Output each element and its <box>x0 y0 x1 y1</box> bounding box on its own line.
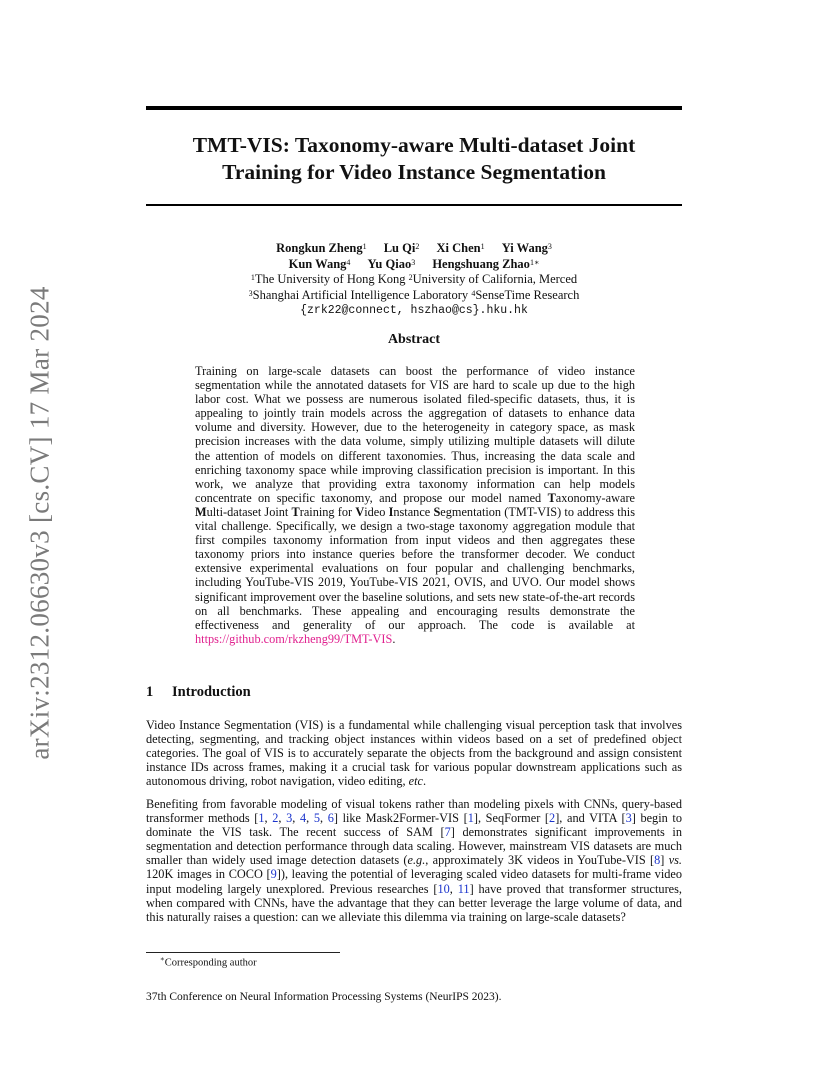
author: Xi Chen$^1$ <box>436 241 485 255</box>
title-top-rule <box>146 106 682 110</box>
footnote-rule <box>146 952 340 953</box>
abstract-text: Training on large-scale datasets can boost the performance of video instance segmentation while the annotated datasets for VIS are hard to scale up due to the high labor cost. What we possess are numerous isolated filed-specific datasets, thus, it is appealing to jointly train models across the aggregation of datasets to enhance data volume and diversity. However, due to the heterogeneity in category space, as mask precision increases with the data volume, simply utilizing multiple datasets will dilute the attention of models on different taxonomies. Thus, increasing the data scale and enriching taxonomy space while improving classification precision is important. In this work, we analyze that providing extra taxonomy information can help models concentrate on specific taxonomy, and propose our model named Taxonomy-aware Multi-dataset Joint Training for Video Instance Segmentation (TMT-VIS) to address this vital challenge. Specifically, we design a two-stage taxonomy aggregation module that first compiles taxonomy information from input videos and then aggregates these taxonomy priors into instance queries before the transformer decoder. We conduct extensive experimental evaluations on four popular and challenging benchmarks, including YouTube-VIS 2019, YouTube-VIS 2021, OVIS, and UVO. Our model shows significant improvement over the baseline solutions, and sets new state-of-the-art records on all benchmarks. These appealing and encouraging results demonstrate the effectiveness and generality of our approach. The code is available at https://github.com/rkzheng99/TMT-VIS. <box>195 364 636 646</box>
affiliation-row-2: $^3$Shanghai Artificial Intelligence Laboratory $^4$SenseTime Research <box>248 287 580 302</box>
citation-link[interactable]: 3 <box>286 811 293 826</box>
arxiv-stamp-text: arXiv:2312.06630v3 [cs.CV] 17 Mar 2024 <box>24 286 55 760</box>
venue-note: 37th Conference on Neural Information Processing Systems (NeurIPS 2023). <box>146 991 502 1003</box>
affiliation-row-1: $^1$The University of Hong Kong $^2$University of California, Merced <box>250 272 578 286</box>
code-link[interactable]: https://github.com/rkzheng99/TMT-VIS <box>195 631 393 646</box>
author: Rongkun Zheng$^1$ <box>276 241 367 255</box>
author: Hengshuang Zhao$^{1∗}$ <box>432 256 540 271</box>
citation-link[interactable]: 8 <box>654 853 661 868</box>
citation-link[interactable]: 5 <box>313 811 320 826</box>
citation-link[interactable]: 3 <box>625 811 632 826</box>
author: Yu Qiao$^3$ <box>367 256 416 271</box>
author-email: {zrk22@connect, hszhao@cs}.hku.hk <box>300 304 528 317</box>
citation-link[interactable]: 6 <box>327 811 334 826</box>
citation-link[interactable]: 7 <box>444 825 451 840</box>
title-bottom-rule <box>146 204 682 206</box>
footnote: ∗Corresponding author <box>160 955 257 969</box>
abstract-heading: Abstract <box>387 332 441 347</box>
title-line-1: TMT-VIS: Taxonomy-aware Multi-dataset Joint <box>192 133 636 157</box>
intro-paragraph-1: Video Instance Segmentation (VIS) is a fundamental while challenging visual perception task that involves detecting, segmenting, and tracking object instances within videos based on a set of predefined object categories. The goal of VIS is to accurately separate the objects from the background and assign consistent instance IDs across frames, making it a crucial task for various popular downstream applications such as autonomous driving, robot navigation, video editing, etc. <box>146 718 682 789</box>
citation-link[interactable]: 9 <box>270 867 277 882</box>
author: Lu Qi$^2$ <box>383 241 420 255</box>
citation-link[interactable]: 11 <box>457 881 470 896</box>
author-row-1 <box>146 241 682 257</box>
intro-paragraph-2: Benefiting from favorable modeling of visual tokens rather than modeling pixels with CNNs, query-based transformer methods [1, 2, 3, 4, 5, 6] like Mask2Former-VIS [1], SeqFormer [2], and VITA [3] begin to dominate the VIS task. The recent success of SAM [7] demonstrates significant improvements in segmentation and detection performance through data scaling. However, mainstream VIS datasets are much smaller than widely used image detection datasets (e.g., approximately 3K videos in YouTube-VIS [8] vs. 120K images in COCO [9]), leaving the potential of leveraging scaled video datasets for multi-frame video input modeling largely unexplored. Previous researches [10, 11] have proved that transformer structures, when compared with CNNs, have the advantage that they can better leverage the large volume of data, and this naturally raises a question: can we alleviate this dilemma via training on large-scale datasets? <box>146 797 683 924</box>
citation-link[interactable]: 1 <box>467 811 474 826</box>
author: Yi Wang$^3$ <box>501 241 552 255</box>
paper-title <box>146 132 682 186</box>
author-row-2 <box>146 257 682 273</box>
author-block <box>146 241 682 319</box>
citation-link[interactable]: 1 <box>258 811 265 826</box>
section-heading-introduction: 1 Introduction <box>146 684 251 700</box>
title-line-2: Training for Video Instance Segmentation <box>222 160 606 184</box>
author: Kun Wang$^4$ <box>288 256 351 271</box>
citation-link[interactable]: 4 <box>299 811 307 826</box>
citation-link[interactable]: 2 <box>549 811 556 826</box>
citation-link[interactable]: 10 <box>437 881 450 896</box>
citation-link[interactable]: 2 <box>272 811 279 826</box>
